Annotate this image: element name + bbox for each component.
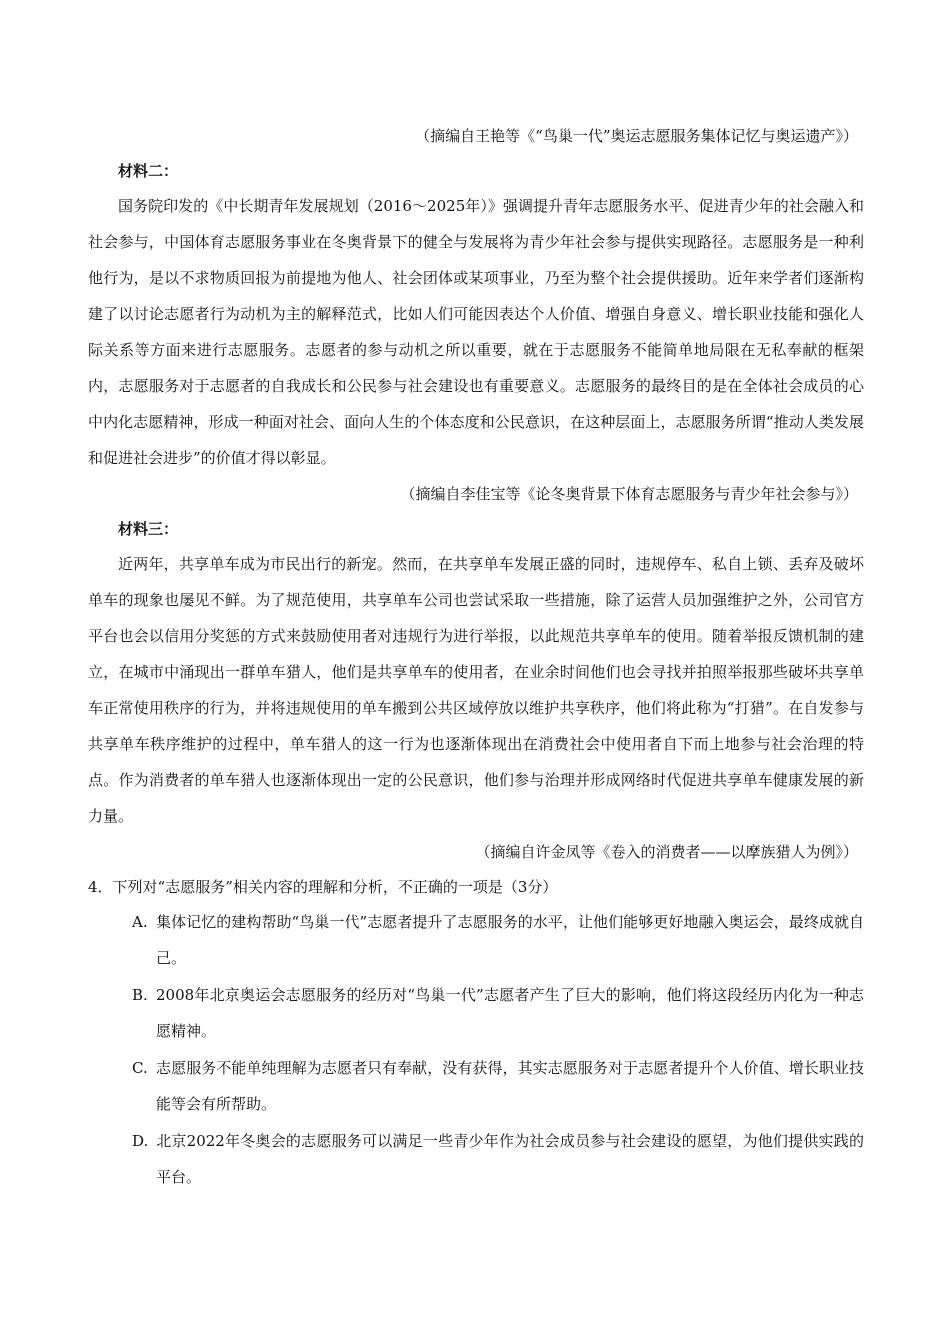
material3-body: 近两年，共享单车成为市民出行的新宠。然而，在共享单车发展正盛的同时，违规停车、私自上锁、丢弃及破坏单车的现象也屡见不鲜。为了规范使用，共享单车公司也尝试采取一些措施，除了运营人员加强维护之外，公司官方平台也会以信用分奖惩的方式来鼓励使用者对违规行为进行举报，以此规范共享单车的使用。随着举报反馈机制的建立，在城市中涌现出一群单车猎人，他们是共享单车的使用者，在业余时间他们也会寻找并拍照举报那些破坏共享单车正常使用秩序的行为，并将违规使用的单车搬到公共区域停放以维护共享秩序，他们将此称为“打猎”。在自发参与共享单车秩序维护的过程中，单车猎人的这一行为也逐渐体现出在消费社会中使用者自下而上地参与社会治理的特点。作为消费者的单车猎人也逐渐体现出一定的公民意识，他们参与治理并形成网络时代促进共享单车健康发展的新力量。 <box>88 555 864 825</box>
option-letter: C. <box>132 1059 148 1077</box>
material2-body: 国务院印发的《中长期青年发展规划（2016～2025年）》强调提升青年志愿服务水平、促进青少年的社会融入和社会参与，中国体育志愿服务事业在冬奥背景下的健全与发展将为青少年社会参与提供实现路径。志愿服务是一种利他行为，是以不求物质回报为前提地为他人、社会团体或某项事业，乃至为整个社会提供援助。近年来学者们逐渐构建了以讨论志愿者行为动机为主的解释范式，比如人们可能因表达个人价值、增强自身意义、增长职业技能和强化人际关系等方面来进行志愿服务。志愿者的参与动机之所以重要，就在于志愿服务不能简单地局限在无私奉献的框架内，志愿服务对于志愿者的自我成长和公民参与社会建设也有重要意义。志愿服务的最终目的是在全体社会成员的心中内化志愿精神，形成一种面对社会、面向人生的个体态度和公民意识，在这种层面上，志愿服务所谓“推动人类发展和促进社会进步”的价值才得以彰显。 <box>88 197 864 467</box>
question-stem: 4．下列对“志愿服务”相关内容的理解和分析，不正确的一项是（3分） <box>88 878 558 896</box>
material1-source: （摘编自王艳等《“鸟巢一代”奥运志愿服务集体记忆与奥运遗产》） <box>415 127 858 145</box>
option-text: 志愿服务不能单纯理解为志愿者只有奉献，没有获得，其实志愿服务对于志愿者提升个人价值、增长职业技能等会有所帮助。 <box>156 1059 864 1113</box>
option-letter: A. <box>132 913 148 931</box>
option-letter: D. <box>132 1132 149 1150</box>
material2-source: （摘编自李佳宝等《论冬奥背景下体育志愿服务与青少年社会参与》） <box>400 485 858 503</box>
option-a <box>112 904 864 976</box>
option-d <box>112 1123 864 1195</box>
material2-heading: 材料二： <box>118 162 179 180</box>
option-text: 集体记忆的建构帮助“鸟巢一代”志愿者提升了志愿服务的水平，让他们能够更好地融入奥运会，最终成就自己。 <box>156 913 864 967</box>
option-b <box>112 977 864 1049</box>
document-page <box>88 118 864 1196</box>
option-text: 北京2022年冬奥会的志愿服务可以满足一些青少年作为社会成员参与社会建设的愿望，为他们提供实践的平台。 <box>156 1132 864 1186</box>
material3-source: （摘编自许金凤等《卷入的消费者——以摩族猎人为例》） <box>475 843 858 861</box>
option-text: 2008年北京奥运会志愿服务的经历对“鸟巢一代”志愿者产生了巨大的影响，他们将这段经历内化为一种志愿精神。 <box>156 986 864 1040</box>
option-letter: B. <box>132 986 148 1004</box>
material3-heading: 材料三： <box>118 520 179 538</box>
option-c <box>112 1050 864 1122</box>
